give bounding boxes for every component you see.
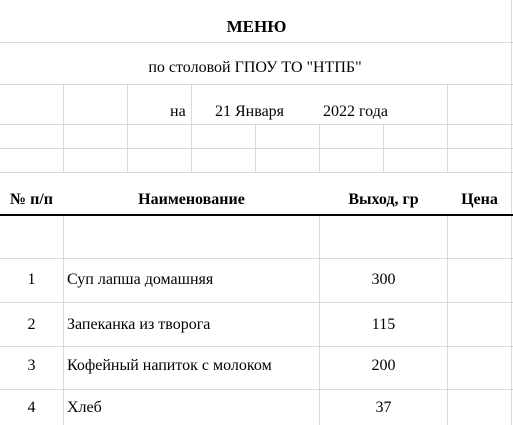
grid-row-line [0, 389, 513, 390]
date-day-month: 21 Января [215, 103, 285, 120]
row-number: 3 [27, 357, 36, 374]
dish-yield: 115 [371, 316, 396, 333]
grid-col-line [127, 84, 128, 172]
dish-yield: 200 [371, 357, 396, 374]
grid-col-line [511, 0, 512, 425]
dish-yield: 300 [371, 271, 396, 288]
grid-row-line [0, 84, 513, 85]
column-header-name: Наименование [138, 191, 245, 208]
grid-row-line [0, 302, 513, 303]
row-number: 1 [27, 271, 36, 288]
grid-col-line [319, 124, 320, 172]
dish-yield: 37 [375, 399, 392, 416]
dish-name: Суп лапша домашняя [67, 271, 214, 288]
column-header-yield: Выход, гр [348, 191, 419, 208]
date-prefix: на [170, 103, 186, 120]
page-subtitle: по столовой ГПОУ ТО "НТПБ" [148, 59, 362, 76]
grid-row-line [0, 42, 513, 43]
grid-row-line [0, 148, 513, 149]
grid-row-line [0, 124, 513, 125]
dish-name: Хлеб [67, 399, 102, 416]
date-year: 2022 года [323, 103, 388, 120]
grid-row-line [0, 346, 513, 347]
dish-name: Запеканка из творога [67, 316, 211, 333]
grid-col-line [447, 84, 448, 172]
grid-col-line [63, 84, 64, 172]
grid-col-line [255, 124, 256, 172]
row-number: 4 [27, 399, 36, 416]
column-header-number: № п/п [10, 191, 53, 208]
row-number: 2 [27, 316, 36, 333]
grid-col-line [447, 216, 448, 425]
grid-col-line [191, 84, 192, 172]
column-header-price: Цена [461, 191, 498, 208]
grid-row-line [0, 172, 513, 173]
grid-col-line [383, 124, 384, 172]
table-header-border [0, 214, 513, 216]
grid-col-line [63, 216, 64, 425]
page-title: МЕНЮ [226, 17, 287, 36]
dish-name: Кофейный напиток с молоком [67, 357, 272, 374]
grid-row-line [0, 258, 513, 259]
